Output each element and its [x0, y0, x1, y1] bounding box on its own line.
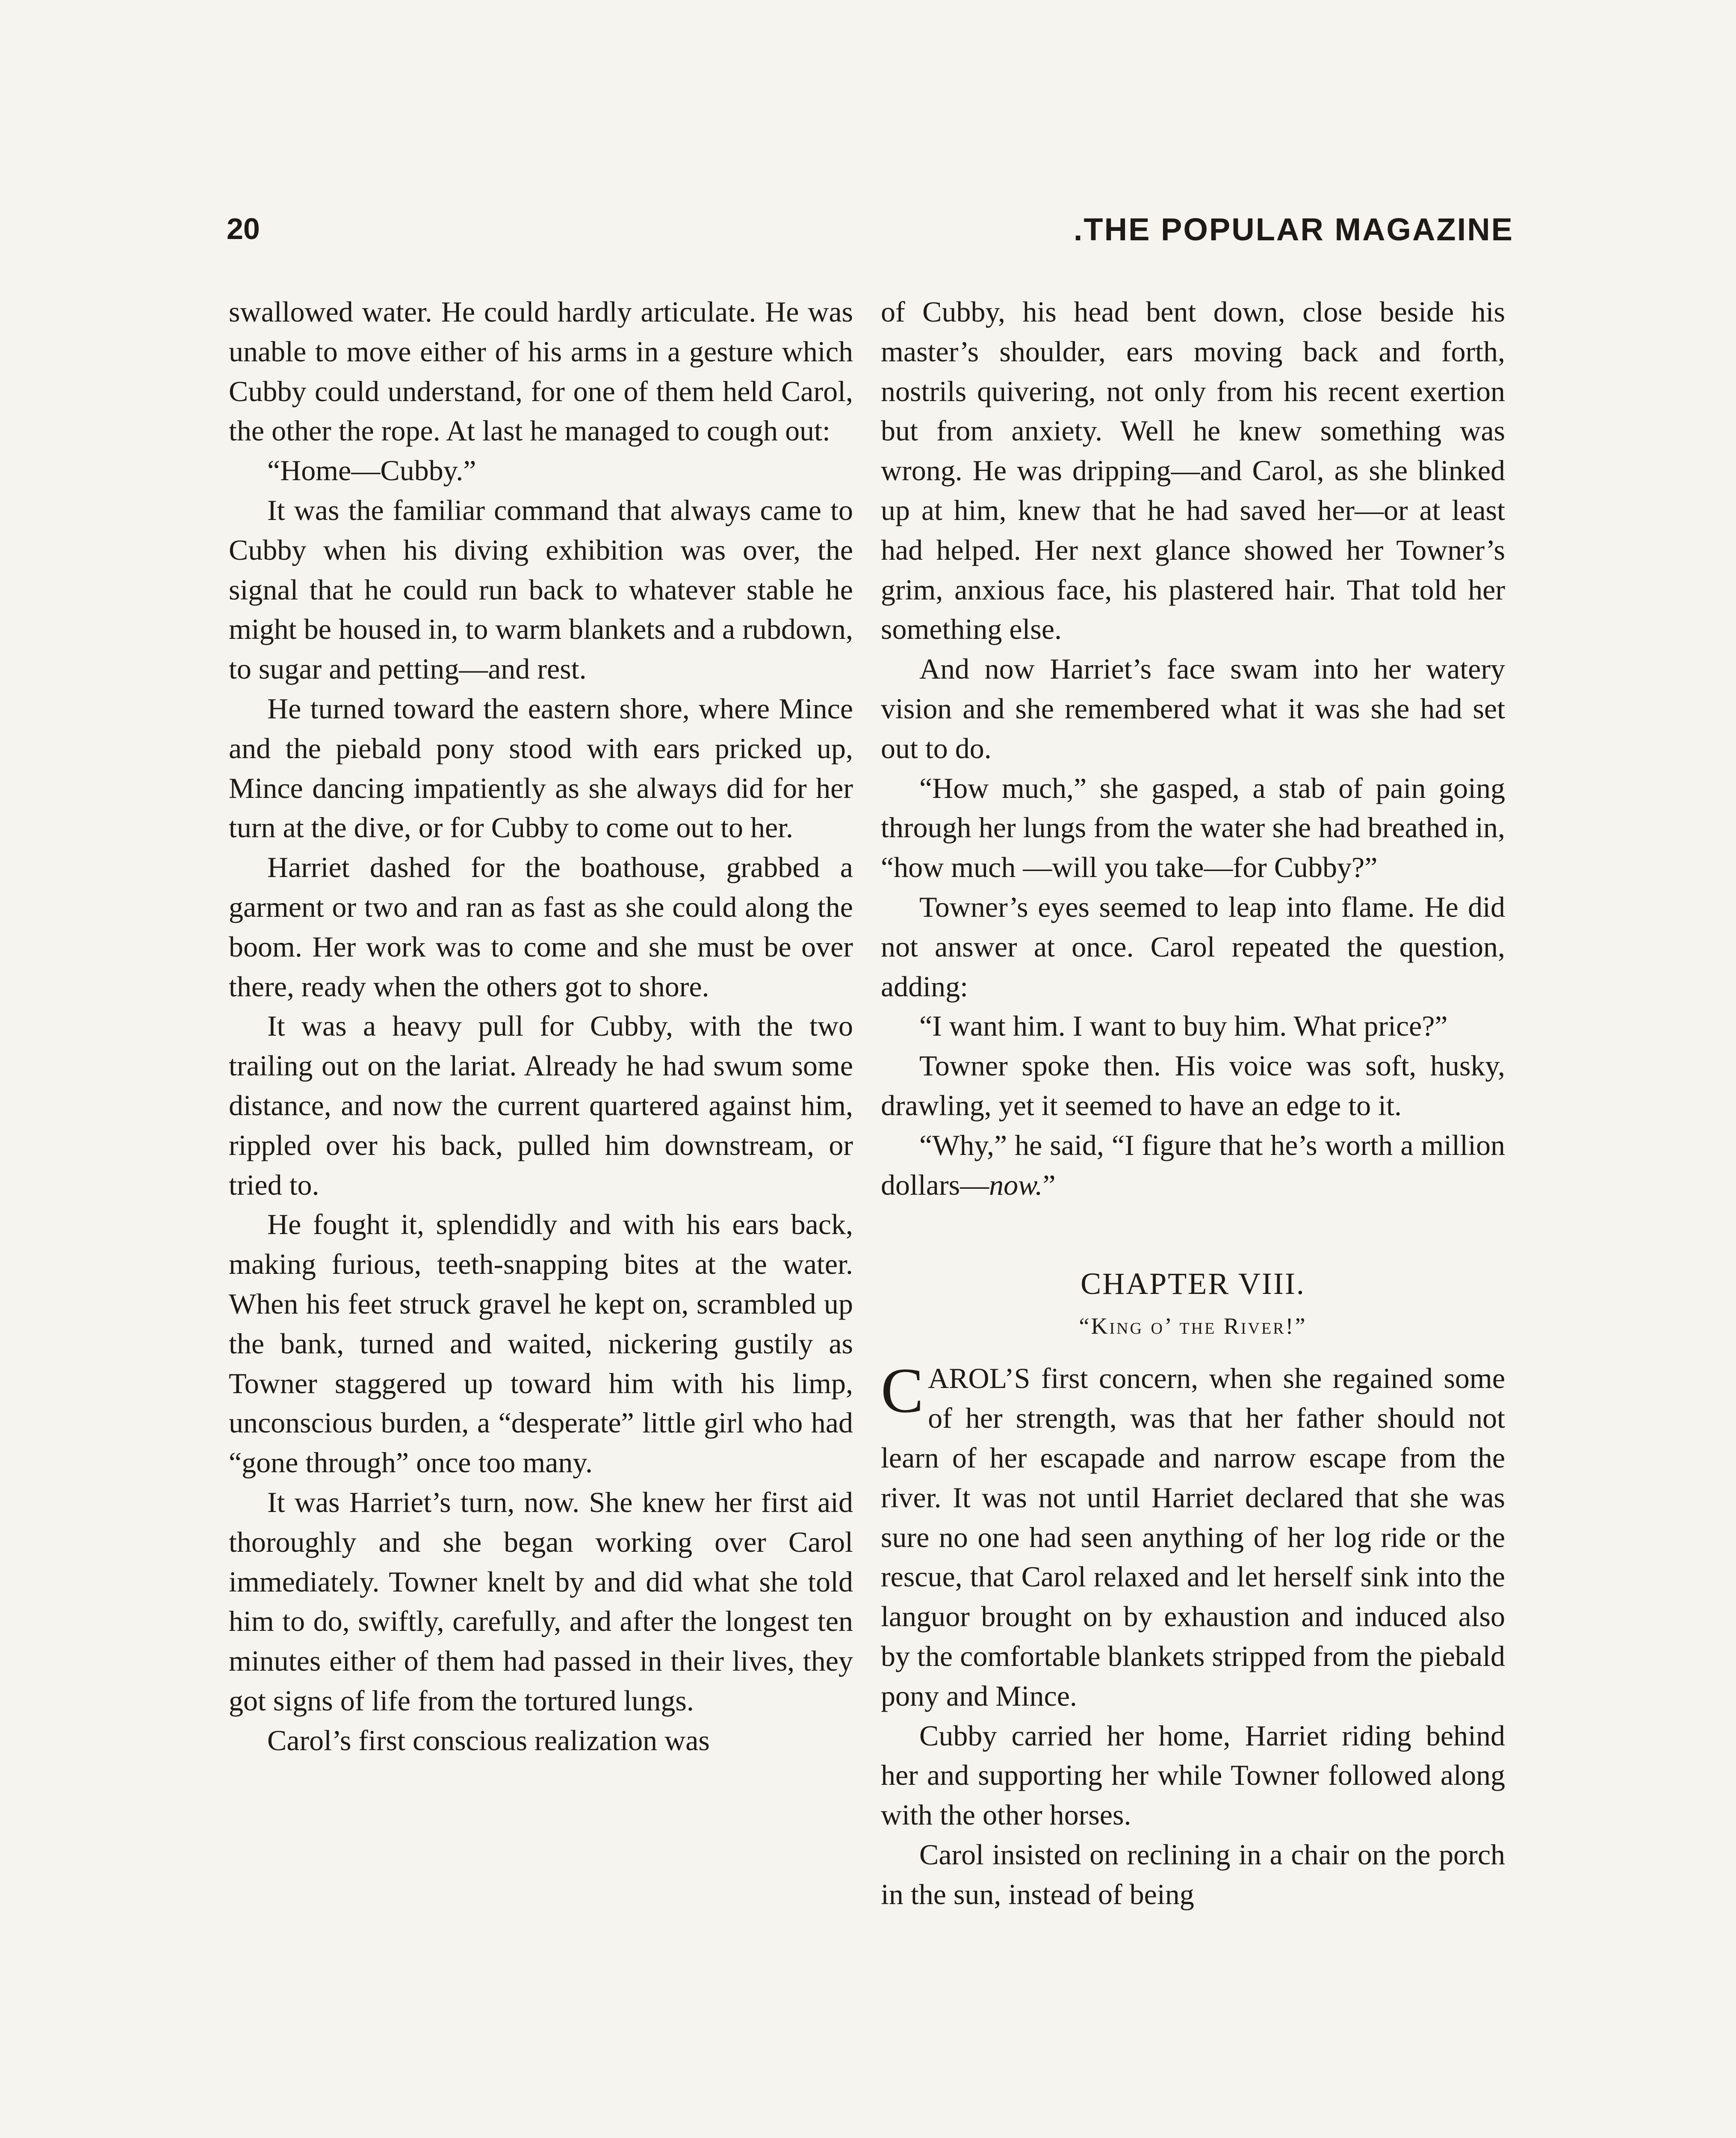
- page-number: 20: [227, 212, 260, 245]
- chapter-opening-paragraph: [881, 1355, 1505, 1716]
- paragraph: Towner spoke then. His voice was soft, husky, drawling, yet it seemed to have an edge to it.: [881, 1049, 1505, 1122]
- running-head: .THE POPULAR MAGAZINE: [1073, 212, 1514, 247]
- paragraph: And now Harriet’s face swam into her watery vision and she remembered what it was she had set out to do.: [881, 653, 1505, 765]
- paragraph: He turned toward the eastern shore, where Mince and the piebald pony stood with ears pricked up, Mince dancing impatiently as she always did for her turn at the dive, or for Cubby to come out to her.: [229, 692, 853, 844]
- paragraph: It was the familiar command that always came to Cubby when his diving exhibition was over, the signal that he could run back to whatever stable he might be housed in, to warm blankets and a rubdown, to sugar and petting—and rest.: [229, 493, 853, 685]
- left-column: [229, 292, 853, 1760]
- paragraph: Harriet dashed for the boathouse, grabbed a garment or two and ran as fast as she could along the boom. Her work was to come and she must be over there, ready when the others got to shore.: [229, 851, 853, 1003]
- right-column: [881, 292, 1505, 1914]
- paragraph: “How much,” she gasped, a stab of pain going through her lungs from the water she had breathed in, “how much —will you take—for Cubby?”: [881, 771, 1505, 884]
- paragraph: of Cubby, his head bent down, close beside his master’s shoulder, ears moving back and forth, nostrils quivering, not only from his recent exertion but from anxiety. Well he knew something was wrong. He was dripping—and Carol, as she blinked up at him, knew that he had saved her—or at least had helped. Her next glance showed her Towner’s grim, anxious face, his plastered hair. That told her something else.: [881, 295, 1505, 646]
- paragraph: He fought it, splendidly and with his ears back, making furious, teeth-snapping bites at the water. When his feet struck gravel he kept on, scrambled up the bank, turned and waited, nickering gustily as Towner staggered up toward him with his limp, unconscious burden, a “desperate” little girl who had “gone through” once too many.: [229, 1208, 853, 1479]
- drop-cap: C: [881, 1355, 924, 1426]
- paragraph: It was Harriet’s turn, now. She knew her first aid thoroughly and she began working over Carol immediately. Towner knelt by and did what she told him to do, swiftly, carefully, and after the longest ten minutes either of them had passed in their lives, they got signs of life from the tortured lungs.: [229, 1485, 853, 1717]
- dialogue-text: “Why,” he said, “I figure that he’s worth a million dollars—: [881, 1128, 1505, 1201]
- paragraph-text: AROL’S first concern, when she regained some of her strength, was that her father should not learn of her escapade and narrow escape from the river. It was not until Harriet declared that she was sure no one had seen anything of her log ride or the rescue, that Carol relaxed and let herself sink into the languor brought on by exhaustion and induced also by the comfortable blankets stripped from the piebald pony and Mince.: [881, 1362, 1505, 1712]
- paragraph: Carol insisted on reclining in a chair on the porch in the sun, instead of being: [881, 1838, 1505, 1911]
- paragraph: “I want him. I want to buy him. What price?”: [919, 1010, 1448, 1042]
- paragraph: Carol’s first conscious realization was: [267, 1724, 710, 1757]
- emphasis-text: now.: [989, 1168, 1043, 1201]
- paragraph: Cubby carried her home, Harriet riding behind her and supporting her while Towner followed along with the other horses.: [881, 1719, 1505, 1831]
- paragraph: Towner’s eyes seemed to leap into flame. He did not answer at once. Carol repeated the question, adding:: [881, 890, 1505, 1003]
- paragraph: It was a heavy pull for Cubby, with the two trailing out on the lariat. Already he had swum some distance, and now the current quartered against him, rippled over his back, pulled him downstream, or tried to.: [229, 1010, 853, 1201]
- paragraph: [881, 1125, 1505, 1205]
- paragraph: swallowed water. He could hardly articulate. He was unable to move either of his arms in a gesture which Cubby could understand, for one of them held Carol, the other the rope. At last he managed to cough out:: [229, 295, 853, 447]
- closing-quote: ”: [1042, 1168, 1056, 1201]
- chapter-heading: CHAPTER VIII.: [1081, 1267, 1305, 1301]
- chapter-subtitle: “King o’ the River!”: [1079, 1313, 1307, 1339]
- paragraph: “Home—Cubby.”: [267, 454, 476, 487]
